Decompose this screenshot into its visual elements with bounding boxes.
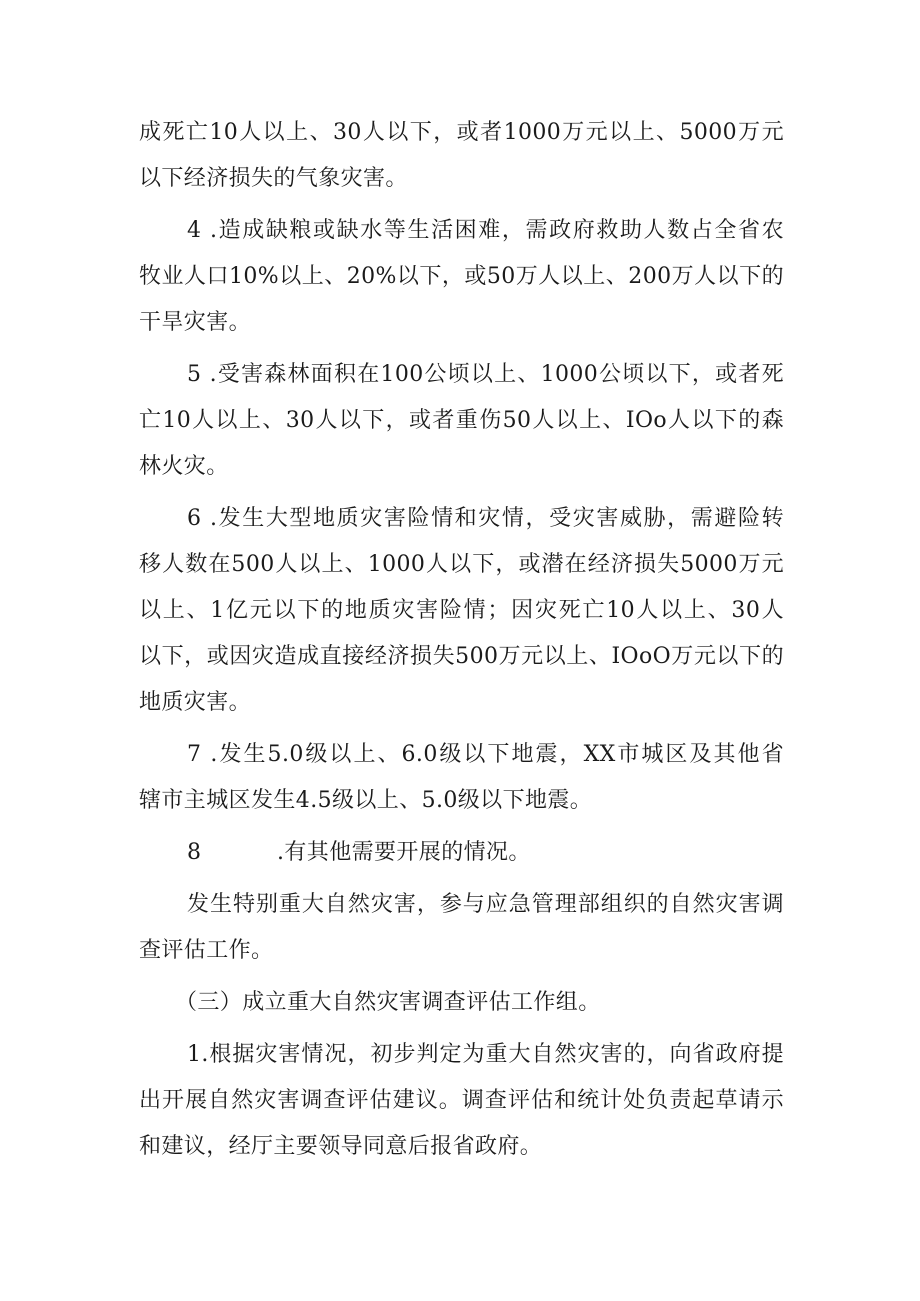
- text-line: 干旱灾害。: [139, 310, 252, 335]
- text-line: [139, 830, 784, 876]
- item-number: 8: [187, 840, 202, 865]
- heading-line: （三）成立重大自然灾害调查评估工作组。: [175, 990, 601, 1015]
- text-line: 4 .造成缺粮或缺水等生活困难，需政府救助人数占全省农: [187, 218, 784, 243]
- text-line: 亡10人以上、30人以下，或者重伤50人以上、IOo人以下的森: [139, 408, 784, 433]
- paragraph-sub-item-1: [139, 1032, 784, 1170]
- paragraph-special-disaster: [139, 882, 784, 974]
- text-line: 以上、1亿元以下的地质灾害险情；因灾死亡10人以上、30人: [139, 598, 784, 623]
- paragraph-item-4: [139, 208, 784, 346]
- paragraph-continuation: [139, 110, 784, 202]
- item-text: .有其他需要开展的情况。: [277, 840, 531, 865]
- paragraph-item-6: [139, 496, 784, 726]
- text-line: 6 .发生大型地质灾害险情和灾情，受灾害威胁，需避险转: [187, 506, 784, 531]
- paragraph-item-7: [139, 732, 784, 824]
- text-line: 地质灾害。: [139, 690, 252, 715]
- text-line: 辖市主城区发生4.5级以上、5.0级以下地震。: [139, 788, 593, 813]
- document-body: [139, 110, 784, 1176]
- text-line: 以下，或因灾造成直接经济损失500万元以上、IOoO万元以下的: [139, 644, 784, 669]
- text-line: 出开展自然灾害调查评估建议。调查评估和统计处负责起草请示: [139, 1088, 784, 1113]
- paragraph-item-8: [139, 830, 784, 876]
- text-line: 5 .受害森林面积在100公顷以上、1000公顷以下，或者死: [187, 362, 784, 387]
- text-line: 1.根据灾害情况，初步判定为重大自然灾害的，向省政府提: [187, 1042, 784, 1067]
- text-line: 查评估工作。: [139, 938, 274, 963]
- text-line: 林火灾。: [139, 454, 229, 479]
- text-line: 牧业人口10%以上、20%以下，或50万人以上、200万人以下的: [139, 264, 784, 289]
- section-heading-3: [139, 980, 784, 1026]
- text-line: 成死亡10人以上、30人以下，或者1000万元以上、5000万元: [139, 120, 784, 145]
- text-line: 发生特别重大自然灾害，参与应急管理部组织的自然灾害调: [187, 892, 784, 917]
- paragraph-item-5: [139, 352, 784, 490]
- text-line: 以下经济损失的气象灾害。: [139, 166, 408, 191]
- text-line: 移人数在500人以上、1000人以下，或潜在经济损失5000万元: [139, 552, 784, 577]
- text-line: 7 .发生5.0级以上、6.0级以下地震，XX市城区及其他省: [187, 742, 784, 767]
- text-line: 和建议，经厅主要领导同意后报省政府。: [139, 1134, 543, 1159]
